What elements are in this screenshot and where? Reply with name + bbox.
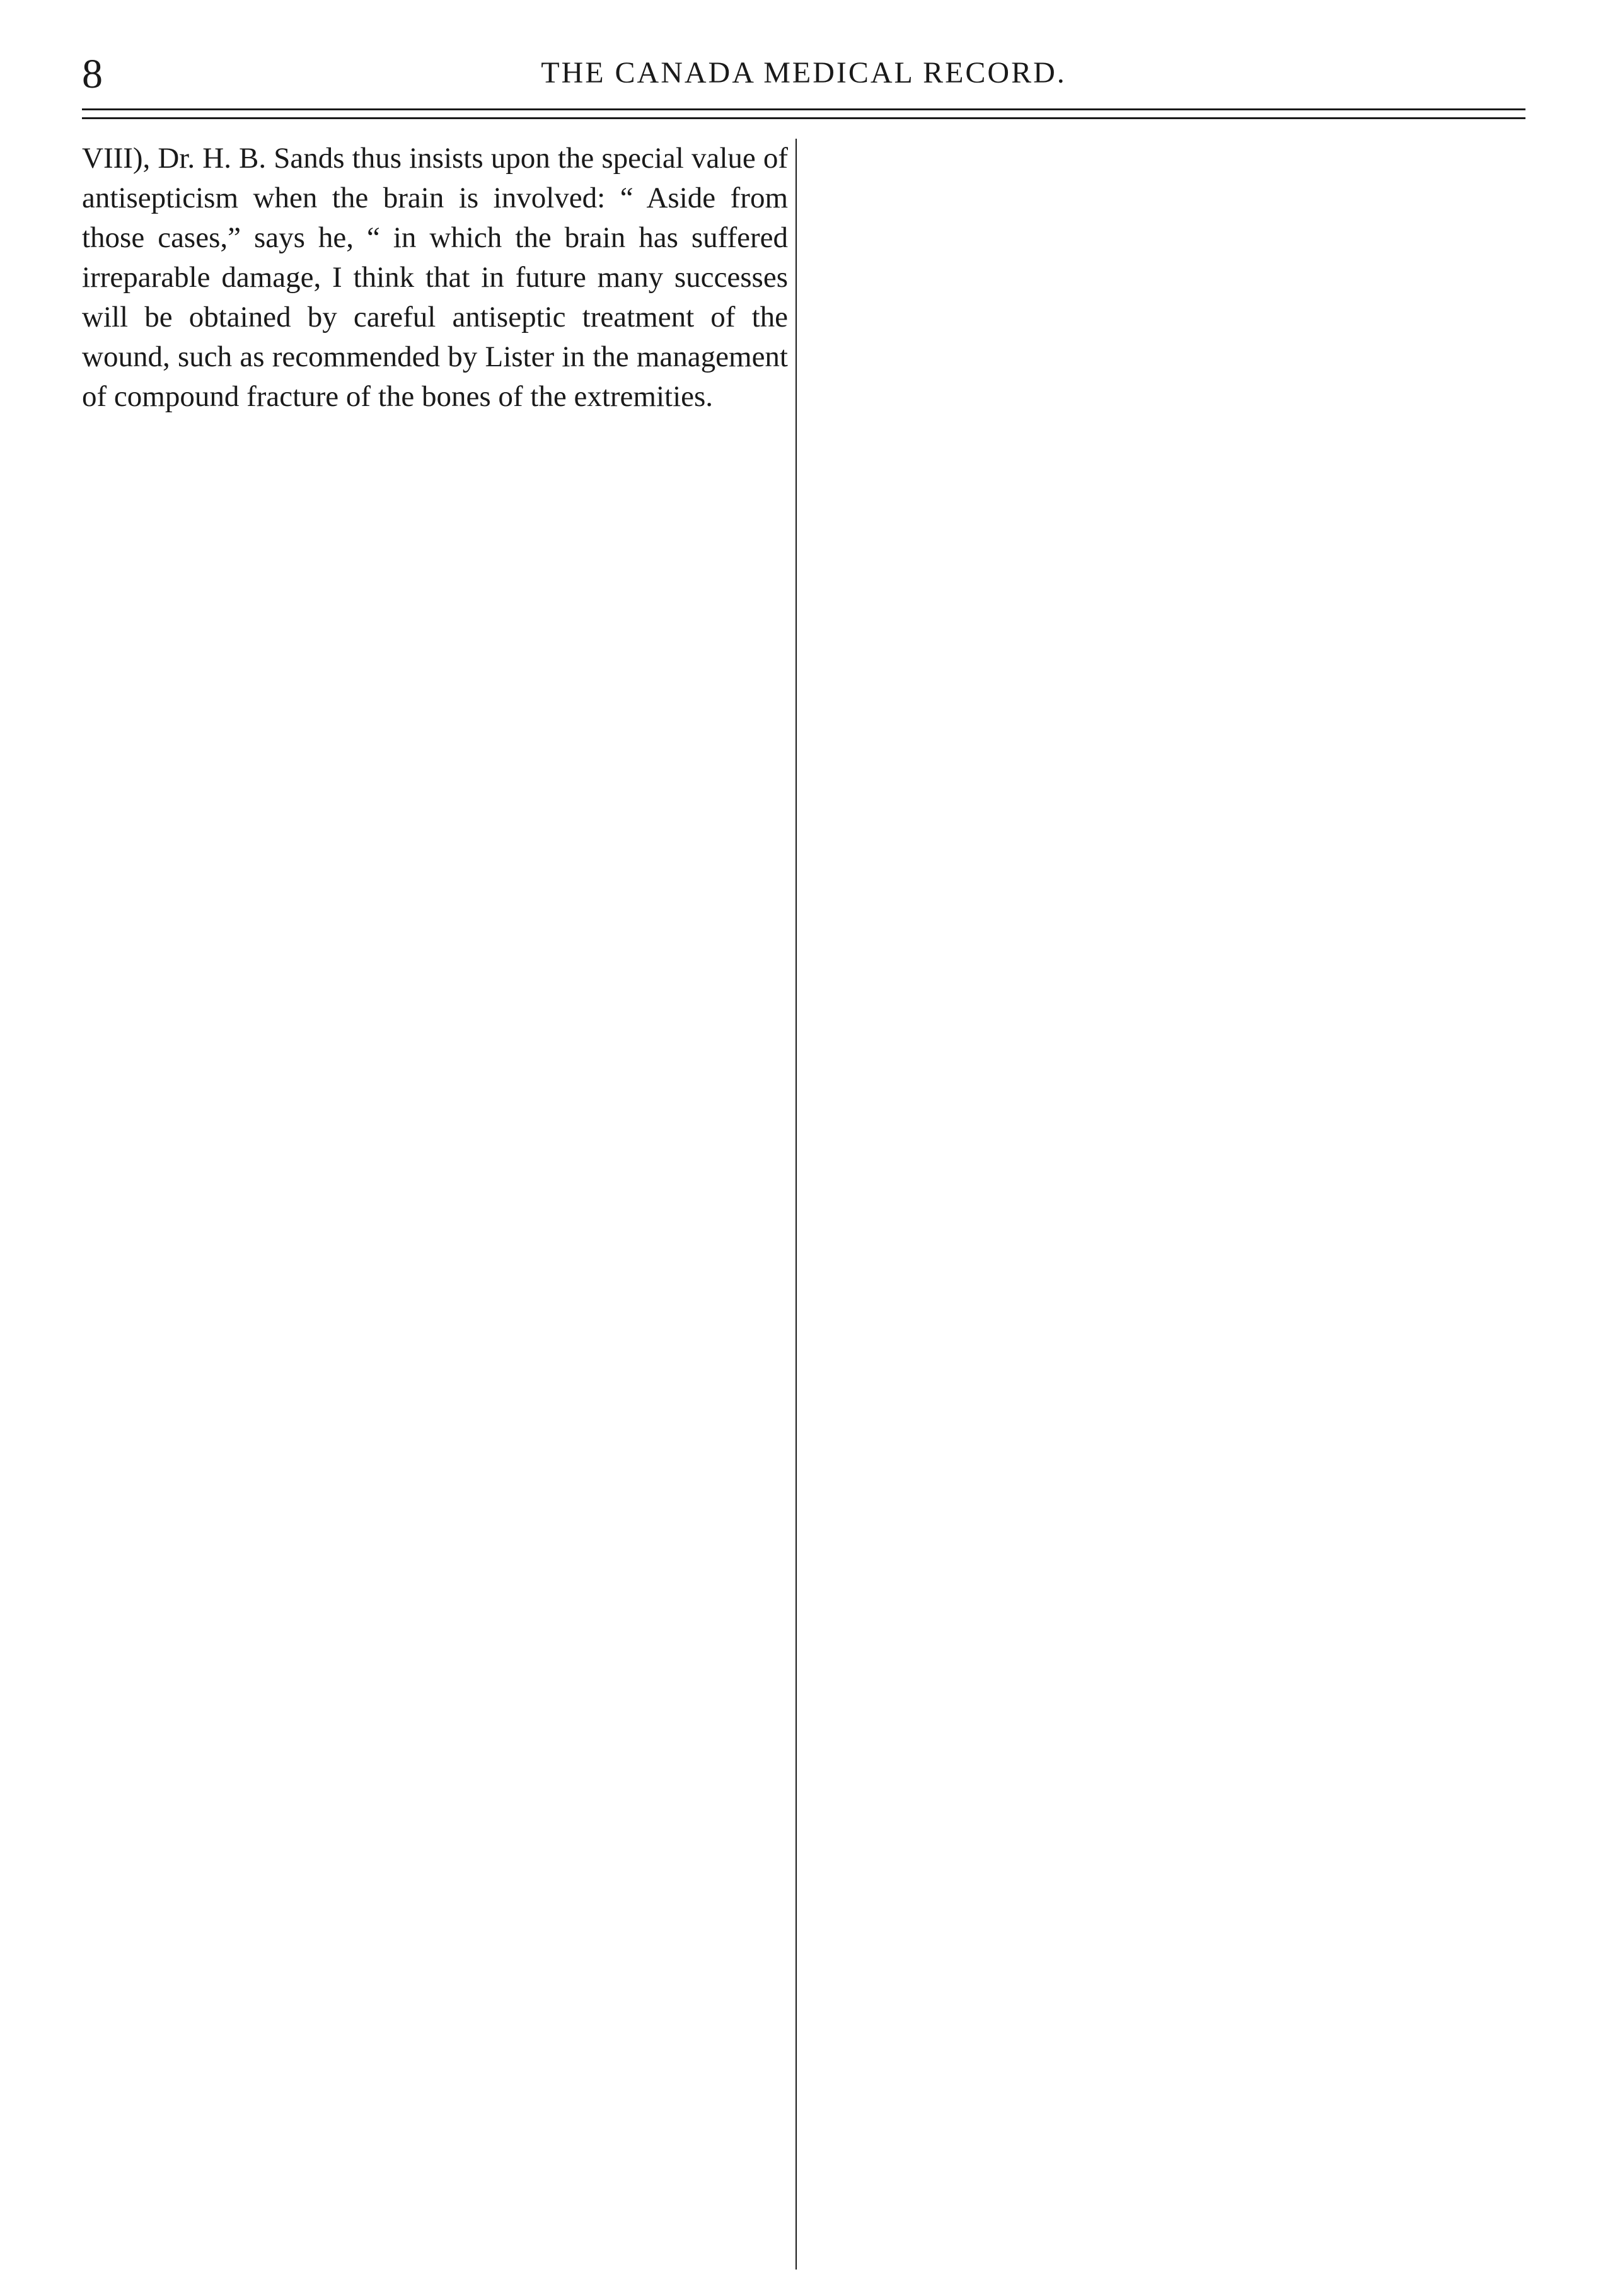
header-rule-bottom — [82, 117, 1525, 119]
column-divider — [796, 139, 797, 2270]
page-number: 8 — [82, 51, 103, 97]
journal-title: THE CANADA MEDICAL RECORD. — [541, 56, 1067, 90]
running-header — [82, 50, 1525, 101]
left-column — [82, 139, 788, 2270]
header-rule-top — [82, 108, 1525, 110]
right-column — [819, 139, 1525, 2270]
paragraph: VIII), Dr. H. B. Sands thus insists upon the special value of antisepticism when the brain is involved: “ Aside from those cases,” says he, “ in which the brain has suffered irreparable damage, I think that in future many successes will be obtained by careful antiseptic treatment of the wound, such as recommended by Lister in the management of compound fracture of the bones of the extremities. — [82, 142, 788, 413]
